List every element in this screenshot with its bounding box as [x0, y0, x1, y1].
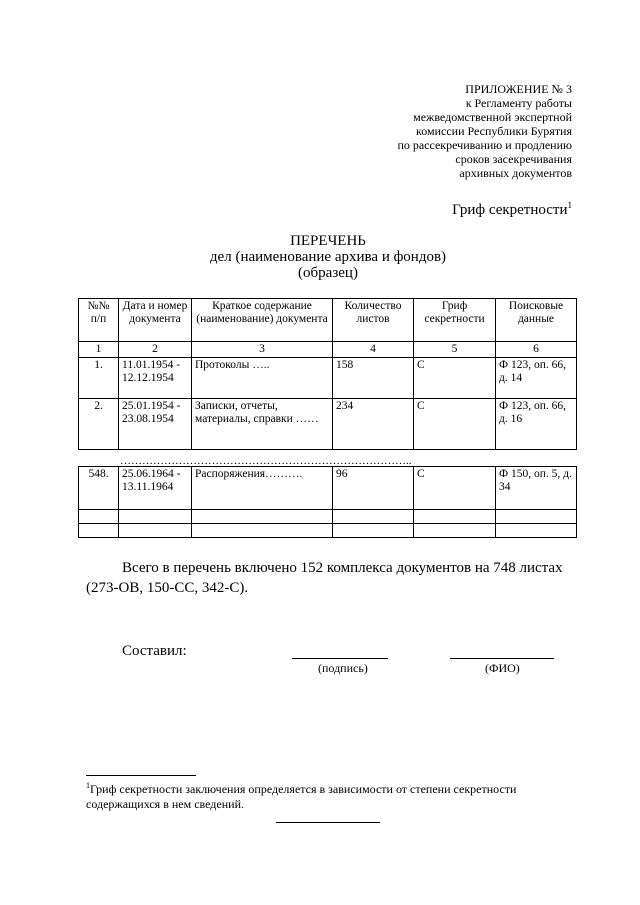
- cell-search: Ф 123, оп. 66, д. 16: [496, 399, 577, 450]
- column-number: 4: [333, 342, 414, 358]
- appendix-line: ПРИЛОЖЕНИЕ № 3: [465, 82, 572, 96]
- column-number: 3: [192, 342, 333, 358]
- footnote: [86, 778, 572, 812]
- header-sheets: Количество листов: [333, 299, 414, 342]
- header-search: Поисковые данные: [496, 299, 577, 342]
- cell-number: 1.: [79, 358, 119, 399]
- cell-grif: С: [414, 467, 496, 510]
- cell-grif: С: [414, 358, 496, 399]
- cases-table: [78, 298, 577, 450]
- table-row: [79, 399, 577, 450]
- cases-table-continued: [78, 466, 577, 538]
- appendix-line: к Регламенту работы: [465, 96, 572, 110]
- table-ellipsis: ……………………………………………………………………..: [120, 455, 412, 467]
- header-date: Дата и номер документа: [119, 299, 192, 342]
- document-title-block: [0, 233, 640, 281]
- appendix-block: [397, 82, 572, 180]
- cell-search: Ф 123, оп. 66, д. 14: [496, 358, 577, 399]
- signature-caption: (подпись): [318, 661, 368, 675]
- cell-search: Ф 150, оп. 5, д. 34: [496, 467, 577, 510]
- cell-sheets: 234: [333, 399, 414, 450]
- signature-line: [292, 658, 388, 659]
- column-number: 2: [119, 342, 192, 358]
- cell-number: 2.: [79, 399, 119, 450]
- column-number: 6: [496, 342, 577, 358]
- empty-row: [79, 510, 577, 524]
- cell-content: Распоряжения……….: [192, 467, 333, 510]
- name-line: [450, 658, 554, 659]
- table-header-row: [79, 299, 577, 342]
- cell-content: Протоколы …..: [192, 358, 333, 399]
- table-row: [79, 467, 577, 510]
- cell-date: 25.01.1954 - 23.08.1954: [119, 399, 192, 450]
- column-number: 5: [414, 342, 496, 358]
- cell-content: Записки, отчеты, материалы, справки ……: [192, 399, 333, 450]
- cell-sheets: 96: [333, 467, 414, 510]
- footnote-ref: 1: [567, 200, 572, 210]
- column-number-row: [79, 342, 577, 358]
- appendix-line: сроков засекречивания: [455, 152, 572, 166]
- secrecy-stamp-label: [452, 200, 572, 219]
- header-content: Краткое содержание (наименование) документа: [192, 299, 333, 342]
- appendix-line: по рассекречиванию и продлению: [397, 138, 572, 152]
- end-divider: [276, 822, 380, 823]
- footnote-divider: [86, 775, 196, 776]
- document-title: ПЕРЕЧЕНЬ: [290, 233, 366, 249]
- name-caption: (ФИО): [485, 661, 520, 675]
- appendix-line: межведомственной экспертной: [413, 110, 572, 124]
- cell-date: 11.01.1954 - 12.12.1954: [119, 358, 192, 399]
- appendix-line: комиссии Республики Бурятия: [416, 124, 572, 138]
- cell-number: 548.: [79, 467, 119, 510]
- footnote-text: Гриф секретности заключения определяется в зависимости от степени секретности содержащихся в нем сведений.: [86, 782, 517, 811]
- header-grif: Гриф секретности: [414, 299, 496, 342]
- cell-sheets: 158: [333, 358, 414, 399]
- document-subtitle: дел (наименование архива и фондов): [209, 249, 447, 265]
- document-subtitle-sample: (образец): [298, 265, 358, 281]
- table-row: [79, 358, 577, 399]
- header-number: №№ п/п: [79, 299, 119, 342]
- footnote-mark: 1: [86, 781, 90, 790]
- cell-grif: С: [414, 399, 496, 450]
- total-summary: Всего в перечень включено 152 комплекса документов на 748 листах (273-ОВ, 150-СС, 342-С).: [86, 560, 563, 596]
- cell-date: 25.06.1964 - 13.11.1964: [119, 467, 192, 510]
- appendix-line: архивных документов: [459, 166, 572, 180]
- composed-by-label: Составил:: [122, 643, 187, 659]
- column-number: 1: [79, 342, 119, 358]
- grif-text: Гриф секретности: [452, 202, 568, 218]
- empty-row: [79, 524, 577, 538]
